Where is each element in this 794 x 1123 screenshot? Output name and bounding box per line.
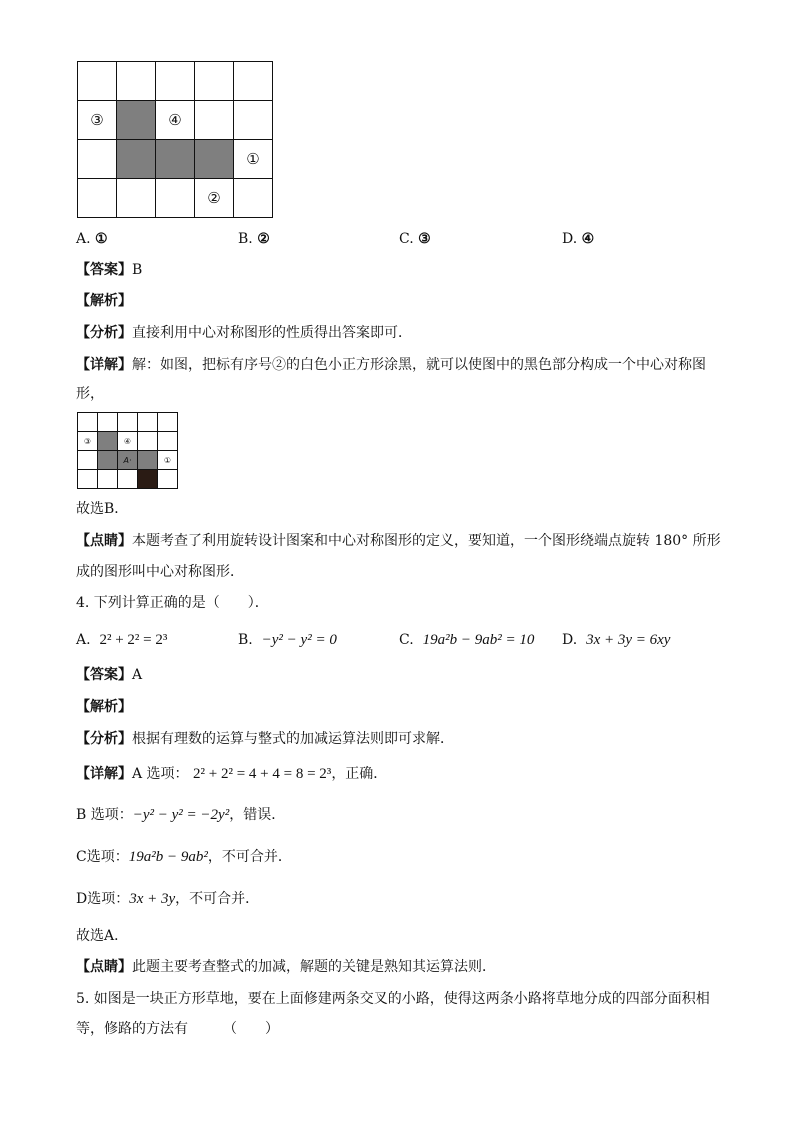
- q3-analysis-heading: 【解析】: [76, 293, 132, 309]
- q4-conclusion: 故选A．: [76, 928, 129, 944]
- q4-option-a: A. 2² + 2² = 2³: [76, 632, 168, 648]
- q4-option-d-expr: 3x + 3y = 6xy: [586, 632, 671, 648]
- q4-option-b: B. −y² − y² = 0: [238, 632, 337, 648]
- q4-option-c: C. 19a²b − 9ab² = 10: [399, 632, 535, 648]
- grid-label-1: ①: [234, 140, 273, 179]
- q4-dianjing: 【点睛】此题主要考查整式的加减，解题的关键是熟知其运算法则．: [76, 959, 496, 975]
- small-grid-label-4: ④: [118, 432, 138, 451]
- q4-answer: 【答案】A: [76, 667, 143, 683]
- grid-label-4: ④: [156, 101, 195, 140]
- q4-option-b-expr: −y² − y² = 0: [261, 632, 337, 648]
- solution-grid: [77, 412, 178, 489]
- small-grid-label-3: ③: [78, 432, 98, 451]
- q4-xiangjie-d: D选项：3x + 3y，不可合并．: [76, 891, 260, 907]
- q4-option-a-expr: 2² + 2² = 2³: [99, 632, 168, 648]
- option-a: A. ①: [76, 231, 108, 247]
- small-grid-label-1: ①: [158, 451, 178, 470]
- option-b: B. ②: [238, 231, 270, 247]
- q3-dianjing-cont: 成的图形叫中心对称图形．: [76, 564, 244, 580]
- q5-stem-cont: 等，修路的方法有 （ ）: [76, 1021, 279, 1037]
- q3-conclusion: 故选B．: [76, 501, 129, 517]
- q3-dianjing: 【点睛】本题考查了利用旋转设计图案和中心对称图形的定义，要知道，一个图形绕端点旋转 180° 所形: [76, 533, 721, 549]
- q4-xiangjie-c: C选项：19a²b − 9ab²，不可合并．: [76, 849, 292, 865]
- q4-fenxi: 【分析】根据有理数的运算与整式的加减运算法则即可求解．: [76, 731, 454, 747]
- q4-option-d: D. 3x + 3y = 6xy: [562, 632, 671, 648]
- question-3-grid: [77, 61, 273, 218]
- option-d: D. ④: [562, 231, 595, 247]
- option-c: C. ③: [399, 231, 431, 247]
- q4-xiangjie-b: B 选项：−y² − y² = −2y²，错误．: [76, 807, 286, 823]
- q3-fenxi: 【分析】直接利用中心对称图形的性质得出答案即可．: [76, 325, 412, 341]
- grid-label-3: ③: [78, 101, 117, 140]
- q4-analysis-heading: 【解析】: [76, 699, 132, 715]
- grid-label-2: ②: [195, 179, 234, 218]
- q4-xiangjie-a: 【详解】A 选项： 2² + 2² = 4 + 4 = 8 = 2³，正确．: [76, 766, 388, 782]
- q5-stem: 5. 如图是一块正方形草地，要在上面修建两条交叉的小路，使得这两条小路将草地分成的四部分面积相: [76, 991, 710, 1007]
- small-grid-point-a: A·: [118, 451, 138, 470]
- q4-stem: 4. 下列计算正确的是（ ）．: [76, 595, 269, 611]
- q3-answer: 【答案】B: [76, 262, 143, 278]
- q3-xiangjie: 【详解】解：如图，把标有序号②的白色小正方形涂黑，就可以使图中的黑色部分构成一个中心对称图: [76, 357, 706, 373]
- q4-option-c-expr: 19a²b − 9ab² = 10: [422, 632, 535, 648]
- q3-xiangjie-cont: 形，: [76, 386, 104, 402]
